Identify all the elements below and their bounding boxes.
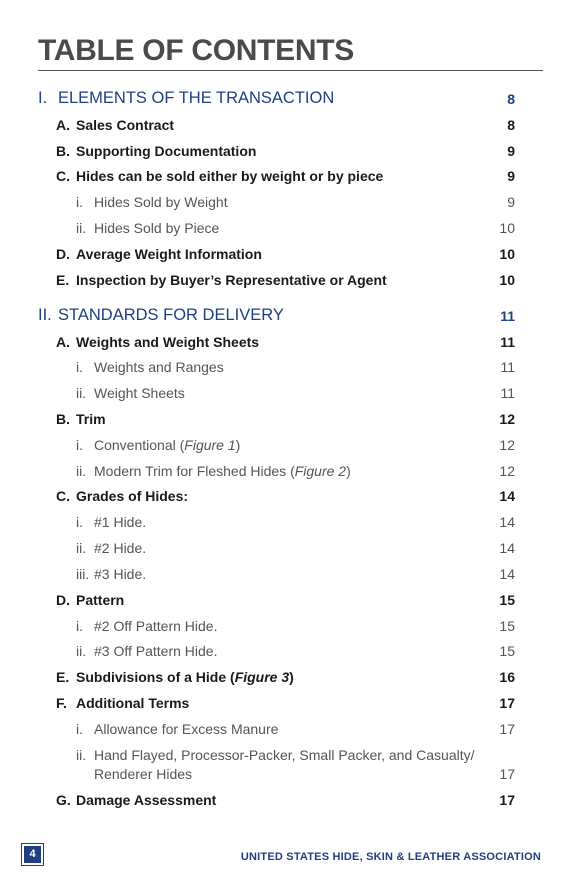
subentry-label: #2 Hide. [94, 540, 147, 556]
page-number-badge: 4 [21, 843, 44, 866]
entry-label: Subdivisions of a Hide (Figure 3) [76, 669, 294, 685]
entry-number: C. [56, 488, 70, 504]
entry-label: Average Weight Information [76, 246, 262, 262]
subentry-number: ii. [76, 540, 87, 556]
subentry-label: Weight Sheets [94, 385, 185, 401]
subentry-label: Allowance for Excess Manure [94, 721, 279, 737]
entry-number: D. [56, 592, 70, 608]
entry-number: B. [56, 143, 70, 159]
section-number: I. [38, 89, 48, 107]
page-number: 16 [499, 669, 515, 685]
page-number: 14 [499, 540, 515, 556]
page-number: 14 [499, 514, 515, 530]
entry-number: D. [56, 246, 70, 262]
entry-number: F. [56, 695, 67, 711]
page-number: 15 [499, 618, 515, 634]
section-number: II. [38, 306, 52, 324]
entry-number: G. [56, 792, 71, 808]
entry-number: B. [56, 411, 70, 427]
section-label: ELEMENTS OF THE TRANSACTION [58, 89, 335, 107]
figure-reference: Figure 2 [294, 463, 347, 479]
subentry-label: #3 Hide. [94, 566, 147, 582]
entry-label: Additional Terms [76, 695, 190, 711]
page-number: 15 [499, 643, 515, 659]
entry-number: E. [56, 669, 70, 685]
subentry-label: Hand Flayed, Processor-Packer, Small Packer, and Casualty/ [94, 747, 475, 763]
page-number: 9 [507, 168, 515, 184]
figure-reference: Figure 1 [184, 437, 236, 453]
subentry-number: i. [76, 194, 83, 210]
subentry-label: Weights and Ranges [94, 359, 224, 375]
entry-label: Trim [76, 411, 106, 427]
subentry-number: ii. [76, 385, 87, 401]
page-number: 11 [500, 308, 515, 324]
subentry-number: i. [76, 514, 83, 530]
page-number: 15 [499, 592, 515, 608]
figure-reference: Figure 3 [234, 669, 290, 685]
page-number: 14 [499, 488, 515, 504]
entry-label: Hides can be sold either by weight or by piece [76, 168, 384, 184]
subentry-label: #1 Hide. [94, 514, 147, 530]
title-divider [38, 70, 543, 71]
page-number: 12 [499, 437, 515, 453]
page-number: 10 [499, 272, 515, 288]
subentry-number: ii. [76, 463, 87, 479]
entry-label: Pattern [76, 592, 125, 608]
page-title: TABLE OF CONTENTS [38, 34, 354, 67]
page-number: 11 [500, 359, 515, 375]
subentry-number: ii. [76, 220, 87, 236]
entry-label: Damage Assessment [76, 792, 217, 808]
subentry-label: #2 Off Pattern Hide. [94, 618, 218, 634]
entry-label: Weights and Weight Sheets [76, 334, 260, 350]
subentry-number: ii. [76, 643, 87, 659]
page-number: 10 [499, 220, 515, 236]
section-label: STANDARDS FOR DELIVERY [58, 306, 284, 324]
page-number: 10 [499, 246, 515, 262]
page-number: 17 [499, 721, 515, 737]
subentry-number: i. [76, 618, 83, 634]
page-number: 11 [500, 334, 515, 350]
page-number: 8 [507, 91, 515, 107]
entry-label: Grades of Hides: [76, 488, 189, 504]
page-number: 9 [507, 194, 515, 210]
entry-label: Supporting Documentation [76, 143, 257, 159]
entry-label: Inspection by Buyer’s Representative or Agent [76, 272, 387, 288]
subentry-label: Hides Sold by Piece [94, 220, 220, 236]
page-number: 14 [499, 566, 515, 582]
entry-number: C. [56, 168, 70, 184]
page-number: 17 [499, 792, 515, 808]
page-number: 17 [499, 695, 515, 711]
entry-number: A. [56, 334, 70, 350]
subentry-label: Hides Sold by Weight [94, 194, 228, 210]
subentry-label: #3 Off Pattern Hide. [94, 643, 218, 659]
subentry-number: i. [76, 437, 83, 453]
subentry-number: i. [76, 721, 83, 737]
entry-number: A. [56, 117, 70, 133]
entry-label: Sales Contract [76, 117, 175, 133]
subentry-number: ii. [76, 747, 87, 763]
entry-number: E. [56, 272, 70, 288]
subentry-number: iii. [76, 566, 90, 582]
footer-organization: UNITED STATES HIDE, SKIN & LEATHER ASSOCIATION [240, 851, 541, 863]
page-number: 9 [507, 143, 515, 159]
subentry-number: i. [76, 359, 83, 375]
page-number: 8 [507, 117, 515, 133]
page-number: 17 [499, 766, 515, 782]
page-number: 11 [500, 385, 515, 401]
page-number: 12 [499, 463, 515, 479]
page-number: 12 [499, 411, 515, 427]
subentry-label-continued: Renderer Hides [94, 766, 193, 782]
subentry-label: Conventional (Figure 1) [94, 437, 241, 453]
subentry-label: Modern Trim for Fleshed Hides (Figure 2) [94, 463, 351, 479]
